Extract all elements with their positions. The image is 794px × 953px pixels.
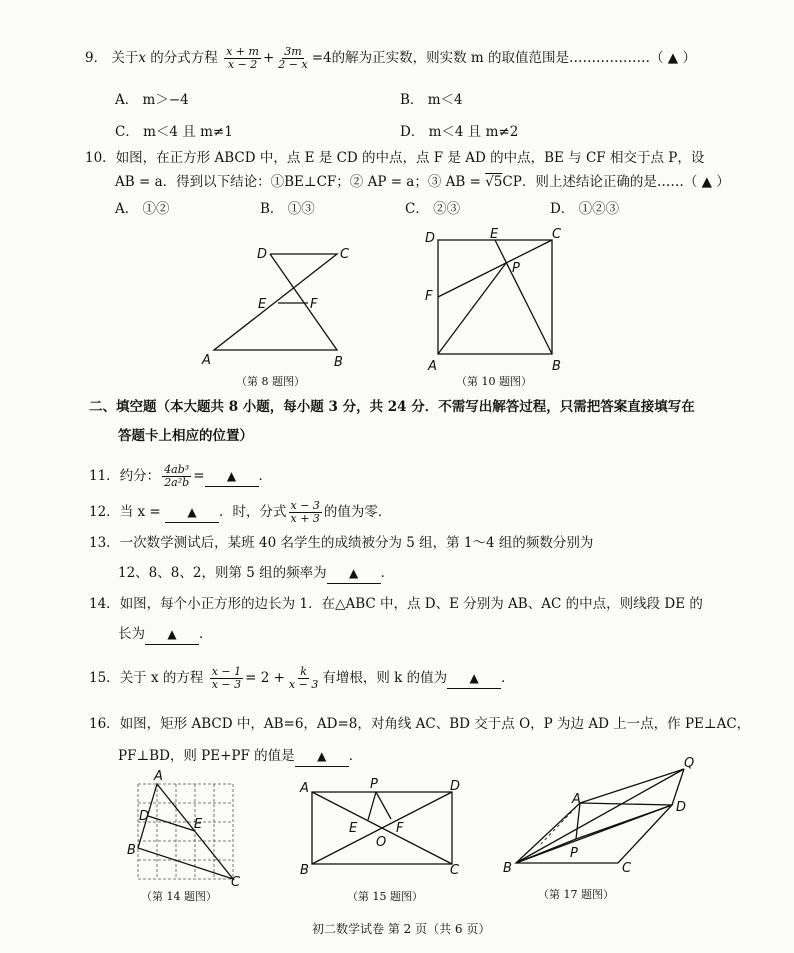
fraction: $\frac{3m}{2 - x}$ — [278, 45, 308, 71]
label-c: C — [450, 863, 460, 878]
label-o: O — [376, 835, 387, 850]
figure-8 — [200, 240, 360, 370]
fraction: $\frac{k}{x - 3}$ — [288, 665, 319, 691]
fraction: $\frac{x - 1}{x - 3}$ — [211, 665, 242, 691]
question-11: 11．约分： $\frac{\text{4ab³}}{\text{2a²b}}$ = ▲ ． — [89, 463, 273, 489]
question-13: 13．一次数学测试后，某班 40 名学生的成绩被分为 5 组，第 1～4 组的频数分别为 — [89, 535, 594, 551]
question-16: 16．如图，矩形 ABCD 中，AB=6，AD=8，对角线 AC、BD 交于点 O，P 为边 AD 上一点，作 PE⊥AC， — [89, 716, 751, 732]
answer-blank: ▲ — [327, 563, 381, 584]
segment-bp — [516, 839, 576, 863]
label-d: D — [676, 800, 687, 815]
figure-15 — [298, 778, 468, 878]
fraction: $\frac{\text{4ab³}}{\text{2a²b}}$ — [164, 463, 190, 489]
fraction: $\frac{x + m}{x - 2}$ — [226, 45, 259, 71]
label-c: C — [340, 247, 350, 262]
label-e: E — [490, 227, 499, 242]
question-9: 9． 关于x 的分式方程 $\frac{x + m}{x - 2}$ + $\frac{3m}{2 - x}$ =4的解为正实数，则实数 m 的取值范围是………………（ ▲ ） — [85, 45, 696, 71]
square-abcd — [438, 240, 552, 354]
option-a: A． m＞−4 — [115, 92, 189, 108]
label-c: C — [231, 875, 241, 890]
label-b: B — [552, 359, 561, 374]
label-f: F — [425, 289, 433, 304]
segment-pe — [368, 792, 376, 820]
label-e: E — [349, 821, 358, 836]
question-10-line2: AB = a．得到以下结论：①BE⊥CF；② AP = a；③ AB = √5CP．则上述结论正确的是……（ ▲ ） — [115, 174, 730, 190]
answer-blank: ▲ — [145, 624, 199, 645]
option-a: A． ①② — [115, 201, 170, 217]
page-footer: 初二数学试卷 第 2 页（共 6 页） — [312, 922, 491, 936]
label-c: C — [552, 227, 562, 242]
figure-10 — [422, 228, 572, 373]
option-d: D． ①②③ — [550, 201, 620, 217]
label-p: P — [512, 261, 520, 276]
question-10: 10．如图，在正方形 ABCD 中，点 E 是 CD 的中点，点 F 是 AD 的中点，BE 与 CF 相交于点 P，设 — [85, 150, 705, 166]
answer-blank: ▲ — [295, 746, 349, 767]
segment-ap — [576, 803, 580, 839]
label-p: P — [370, 777, 378, 792]
label-c: C — [622, 861, 632, 876]
answer-blank: ▲ — [447, 668, 501, 689]
section-heading-line2: 答题卡上相应的位置） — [118, 428, 253, 444]
label-b: B — [127, 843, 136, 858]
figure-10-caption: （第 10 题图） — [456, 375, 532, 388]
label-b: B — [334, 355, 343, 370]
question-12: 12．当 x = ▲ ．时，分式 $\frac{x - 3}{x + 3}$ 的值为零． — [89, 499, 392, 525]
figure-8-caption: （第 8 题图） — [236, 375, 305, 388]
figure-17 — [500, 755, 700, 880]
label-f: F — [310, 297, 318, 312]
segment-be — [495, 240, 552, 354]
label-d: D — [257, 247, 268, 262]
figure-17-caption: （第 17 题图） — [538, 888, 614, 901]
label-b: B — [503, 861, 512, 876]
figure-14 — [120, 768, 250, 888]
label-d: D — [450, 779, 461, 794]
label-a: A — [202, 353, 211, 368]
fraction: $\frac{x - 3}{x + 3}$ — [290, 499, 320, 525]
question-16-line2: PF⊥BD，则 PE+PF 的值是 ▲ ． — [118, 746, 362, 767]
label-a: A — [154, 769, 163, 784]
answer-blank: ▲ — [205, 466, 259, 487]
triangle-abc — [138, 784, 233, 879]
label-e: E — [194, 817, 203, 832]
label-b: B — [300, 863, 309, 878]
section-heading: 二、填空题（本大题共 8 小题，每小题 3 分，共 24 分．不需写出解答过程，只需把答案直接填写在 — [89, 399, 695, 415]
segment-cf — [438, 240, 552, 297]
label-a: A — [572, 792, 581, 807]
option-c: C． m＜4 且 m≠1 — [115, 124, 233, 140]
figure-8-shape — [214, 254, 337, 350]
option-b: B． m＜4 — [400, 92, 463, 108]
label-a: A — [300, 781, 309, 796]
segment-bq — [516, 769, 687, 863]
option-d: D． m＜4 且 m≠2 — [400, 124, 519, 140]
question-15: 15．关于 x 的方程 $\frac{x - 1}{x - 3}$ = 2 + $\frac{k}{x - 3}$ 有增根，则 k 的值为 ▲ ． — [89, 665, 515, 691]
label-d: D — [425, 231, 436, 246]
question-14: 14．如图，每个小正方形的边长为 1．在△ABC 中，点 D、E 分别为 AB、AC 的中点，则线段 DE 的 — [89, 596, 703, 612]
label-d: D — [139, 809, 150, 824]
label-e: E — [258, 297, 267, 312]
figure-14-caption: （第 14 题图） — [141, 890, 217, 903]
answer-blank: ▲ — [165, 502, 219, 523]
figure-15-caption: （第 15 题图） — [347, 890, 423, 903]
segment-ap — [438, 263, 506, 354]
question-number: 9． — [85, 50, 108, 66]
segment-pf — [376, 792, 391, 819]
label-a: A — [428, 359, 437, 374]
label-p: P — [570, 846, 578, 861]
label-q: Q — [684, 756, 695, 771]
question-13-line2: 12、8、8、2，则第 5 组的频率为 ▲ ． — [118, 563, 394, 584]
label-f: F — [396, 821, 404, 836]
option-b: B． ①③ — [260, 201, 315, 217]
option-c: C． ②③ — [405, 201, 461, 217]
question-14-line2: 长为 ▲ ． — [118, 624, 213, 645]
